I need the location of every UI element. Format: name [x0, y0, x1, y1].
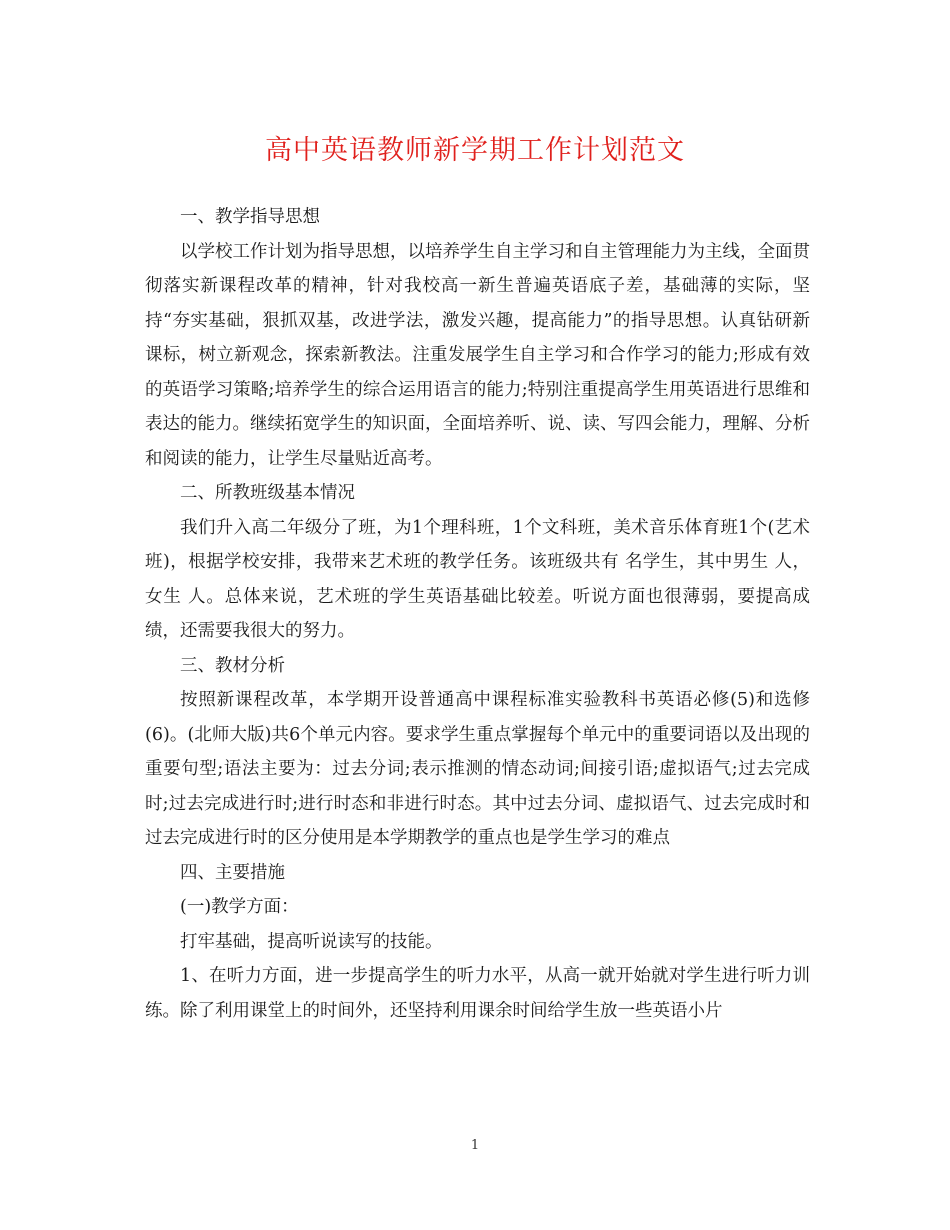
- document-body: [145, 200, 810, 1028]
- document-title: 高中英语教师新学期工作计划范文: [265, 135, 685, 166]
- paragraph-class-situation: 我们升入高二年级分了班，为1个理科班，1个文科班，美术音乐体育班1个(艺术班)，根据学校安排，我带来艺术班的教学任务。该班级共有 名学生，其中男生 人，女生 人。总体来说，艺术班的学生英语基础比较差。听说方面也很薄弱，要提高成绩，还需要我很大的努力。: [145, 517, 810, 641]
- paragraph-textbook-analysis: 按照新课程改革，本学期开设普通高中课程标准实验教科书英语必修(5)和选修(6)。(北师大版)共6个单元内容。要求学生重点掌握每个单元中的重要词语以及出现的重要句型;语法主要为：过去分词;表示推测的情态动词;间接引语;虚拟语气;过去完成时;过去完成进行时;进行时态和非进行时态。其中过去分词、虚拟语气、过去完成时和过去完成进行时的区分使用是本学期教学的重点也是学生学习的难点: [145, 690, 810, 848]
- section-heading-4: 四、主要措施: [180, 862, 285, 883]
- paragraph-listening: 1、在听力方面，进一步提高学生的听力水平，从高一就开始就对学生进行听力训练。除了利用课堂上的时间外，还坚持利用课余时间给学生放一些英语小片: [145, 966, 810, 1021]
- page-number: 1: [470, 1138, 480, 1153]
- paragraph-guiding-ideology: 以学校工作计划为指导思想，以培养学生自主学习和自主管理能力为主线，全面贯彻落实新课程改革的精神，针对我校高一新生普遍英语底子差，基础薄的实际，坚持“夯实基础，狠抓双基，改进学法，激发兴趣，提高能力”的指导思想。认真钻研新课标，树立新观念，探索新教法。注重发展学生自主学习和合作学习的能力;形成有效的英语学习策略;培养学生的综合运用语言的能力;特别注重提高学生用英语进行思维和表达的能力。继续拓宽学生的知识面，全面培养听、说、读、写四会能力，理解、分析和阅读的能力，让学生尽量贴近高考。: [145, 241, 810, 469]
- subsection-heading-teaching: (一)教学方面：: [180, 897, 299, 917]
- section-heading-2: 二、所教班级基本情况: [180, 483, 355, 503]
- section-heading-3: 三、教材分析: [180, 655, 285, 676]
- paragraph-foundation: 打牢基础，提高听说读写的技能。: [180, 931, 443, 952]
- section-heading-1: 一、教学指导思想: [180, 207, 320, 227]
